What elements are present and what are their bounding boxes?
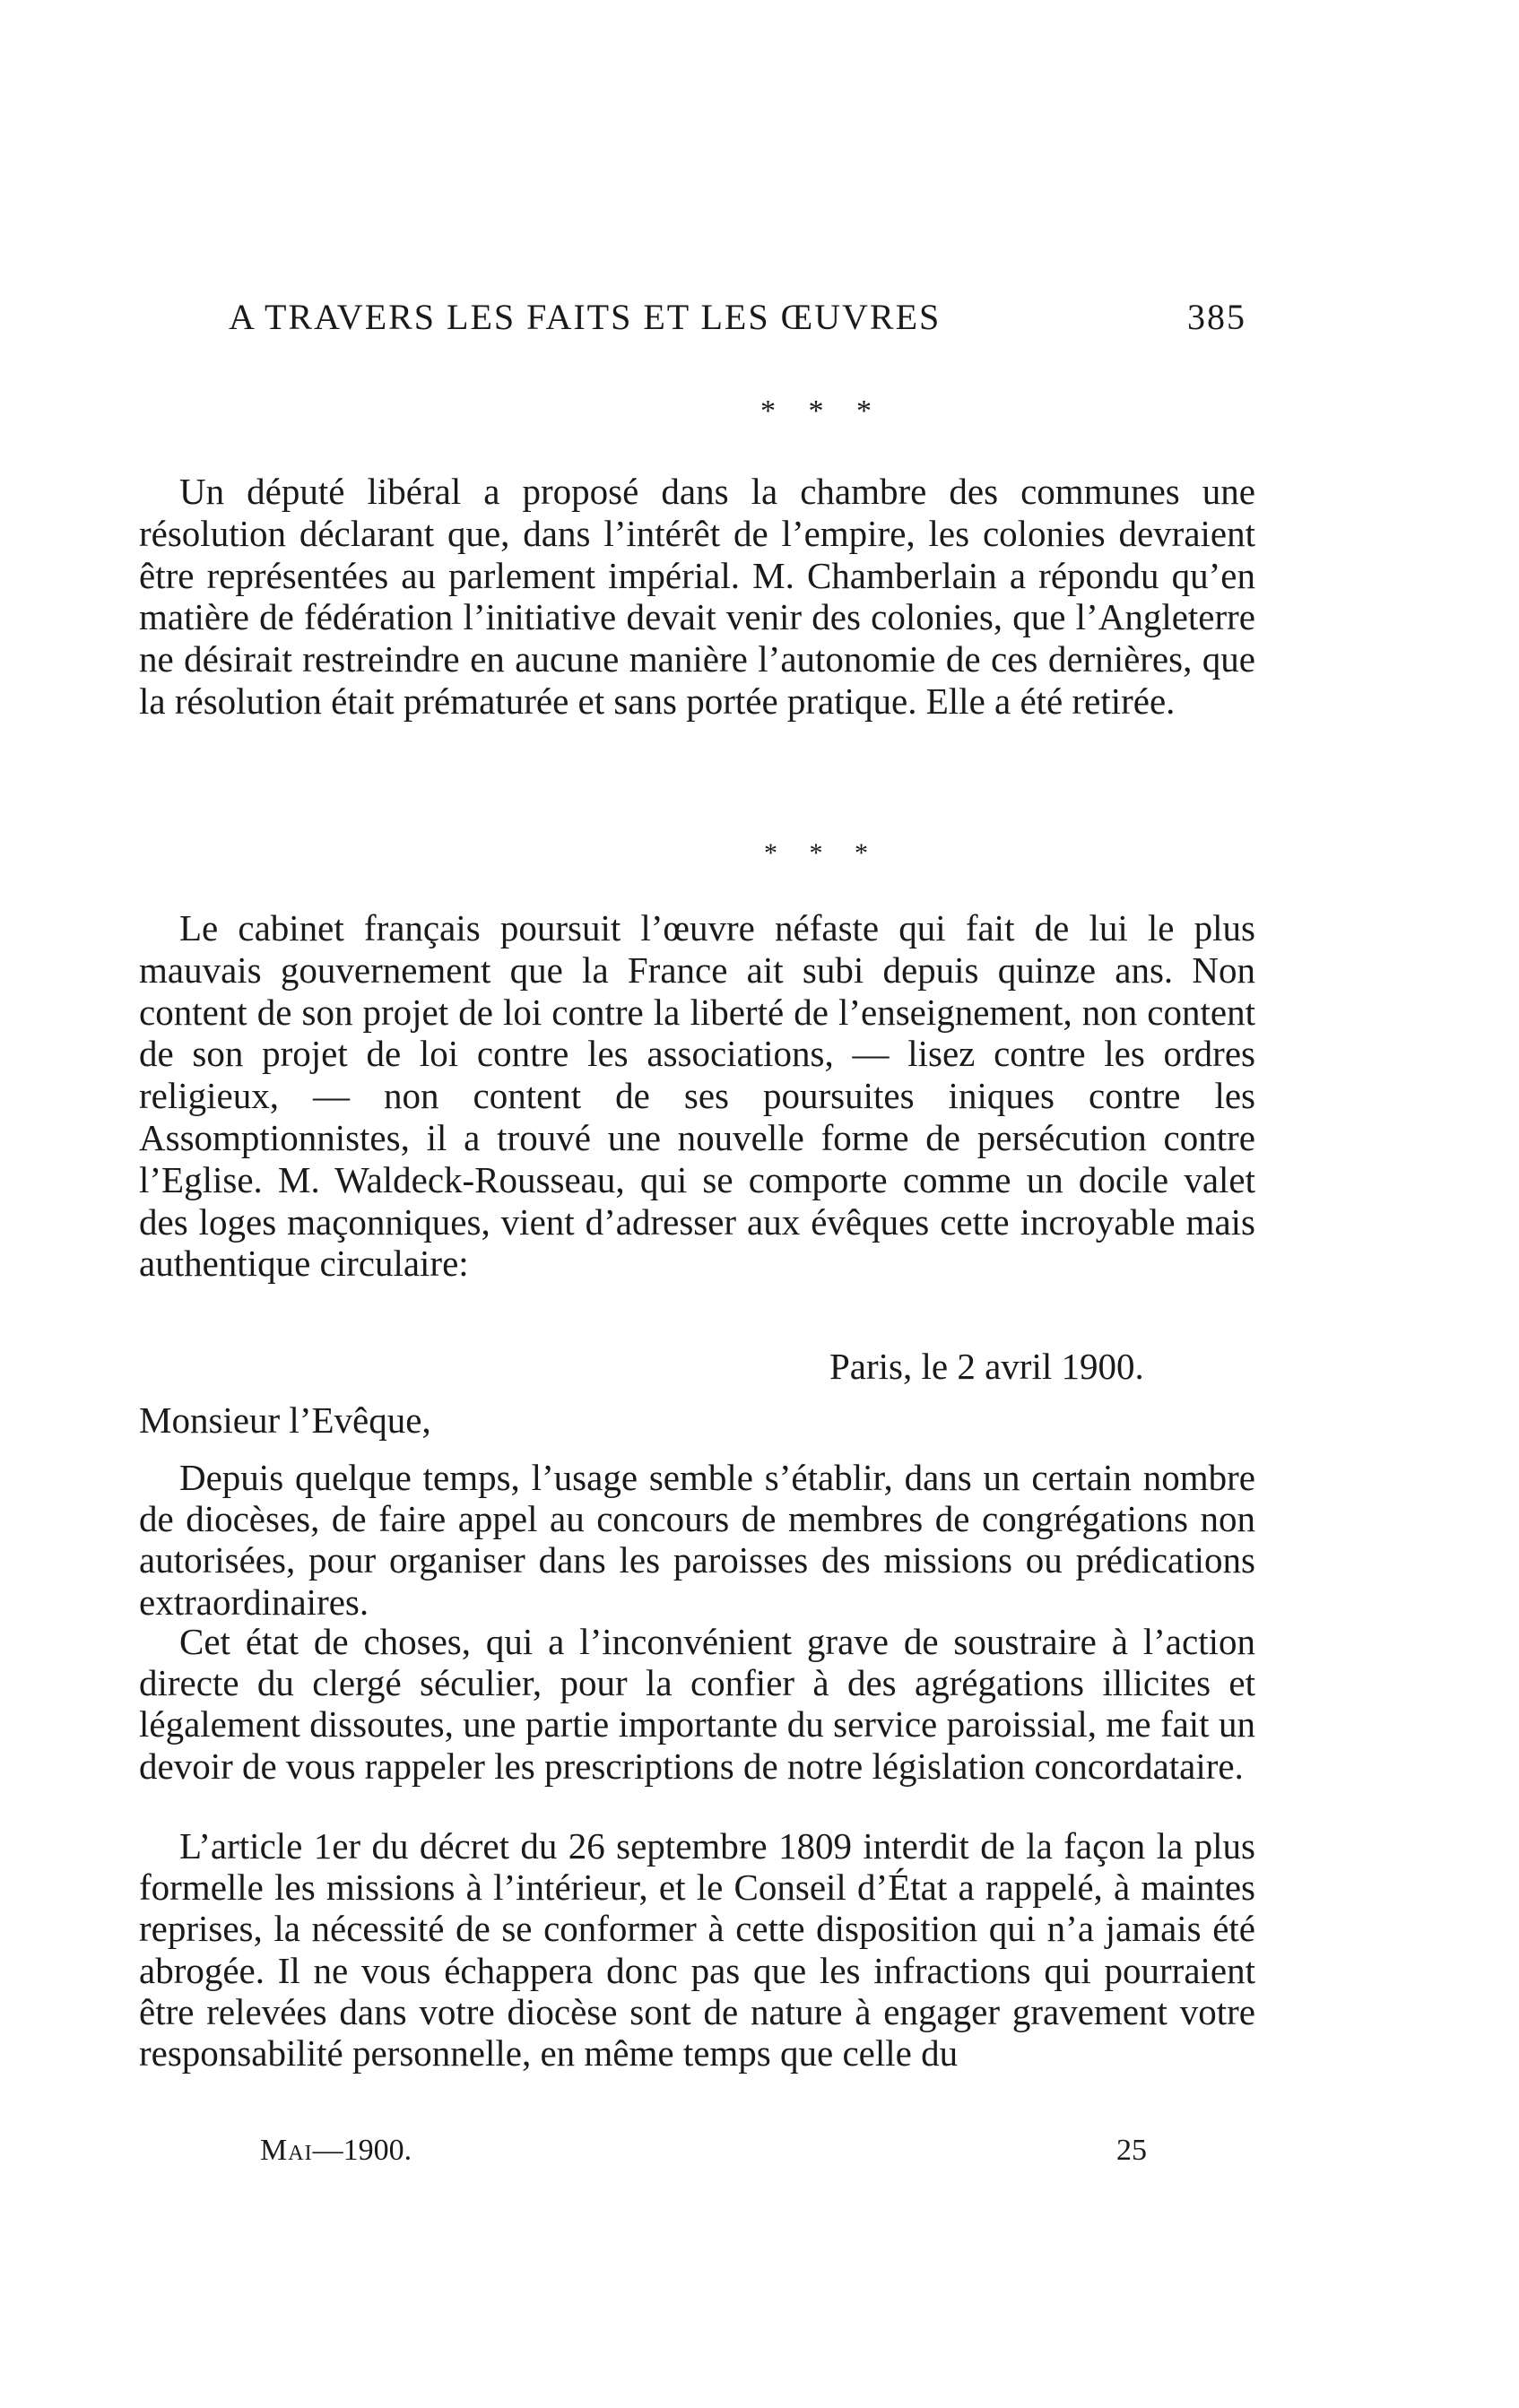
letter-paragraph: L’article 1er du décret du 26 septembre 1809 interdit de la façon la plus formelle les missions à l’intérieur, et le Conseil d’État a rappelé, à maintes reprises, la nécessité de se conformer à cette disposition qui n’a jamais été abrogée. Il ne vous échappera donc pas que les infractions qui pourraient être relevées dans votre diocèse sont de nature à engager gravement votre responsabilité personnelle, en même temps que celle du — [139, 1825, 1255, 2075]
sheet-number: 25 — [1116, 2134, 1147, 2167]
letter-paragraph: Cet état de choses, qui a l’inconvénient grave de soustraire à l’action directe du clergé séculier, pour la confier à des agrégations illicites et légalement dissoutes, une partie importante du service paroissial, me fait un devoir de vous rappeler les prescriptions de notre législation concordataire. — [139, 1621, 1255, 1787]
section-separator: * * * — [764, 838, 881, 868]
running-title: A TRAVERS LES FAITS ET LES ŒUVRES — [229, 297, 942, 337]
page-number: 385 — [1187, 297, 1246, 337]
page-footer — [260, 2134, 1157, 2170]
letter-paragraph: Depuis quelque temps, l’usage semble s’établir, dans un certain nombre de diocèses, de faire appel au concours de membres de congrégations non autorisées, pour organiser dans les paroisses des missions ou prédications extraordinaires. — [139, 1457, 1255, 1623]
section-separator: * * * — [760, 394, 884, 428]
paragraph-cabinet: Le cabinet français poursuit l’œuvre néfaste qui fait de lui le plus mauvais gouvernement que la France ait subi depuis quinze ans. Non content de son projet de loi contre la liberté de l’enseignement, non content de son projet de loi contre les associations, — lisez contre les ordres religieux, — non content de ses poursuites iniques contre les Assomptionnistes, il a trouvé une nouvelle forme de persécution contre l’Eglise. M. Waldeck-Rousseau, qui se comporte comme un docile valet des loges maçonniques, vient d’adresser aux évêques cette incroyable mais authentique circulaire: — [139, 907, 1255, 1285]
signature-year: —1900. — [312, 2134, 412, 2167]
letter-dateline: Paris, le 2 avril 1900. — [829, 1346, 1144, 1387]
signature-month: Mai — [260, 2134, 313, 2167]
signature-mark — [260, 2134, 412, 2168]
running-header — [229, 296, 1246, 341]
paragraph-chamberlain: Un député libéral a proposé dans la chambre des communes une résolution déclarant que, dans l’intérêt de l’empire, les colonies devraient être représentées au parlement impérial. M. Chamberlain a répondu qu’en matière de fédération l’initiative devait venir des colonies, que l’Angleterre ne désirait restreindre en aucune manière l’autonomie de ces dernières, que la résolution était prématurée et sans portée pratique. Elle a été retirée. — [139, 471, 1255, 722]
letter-salutation: Monsieur l’Evêque, — [139, 1399, 431, 1441]
